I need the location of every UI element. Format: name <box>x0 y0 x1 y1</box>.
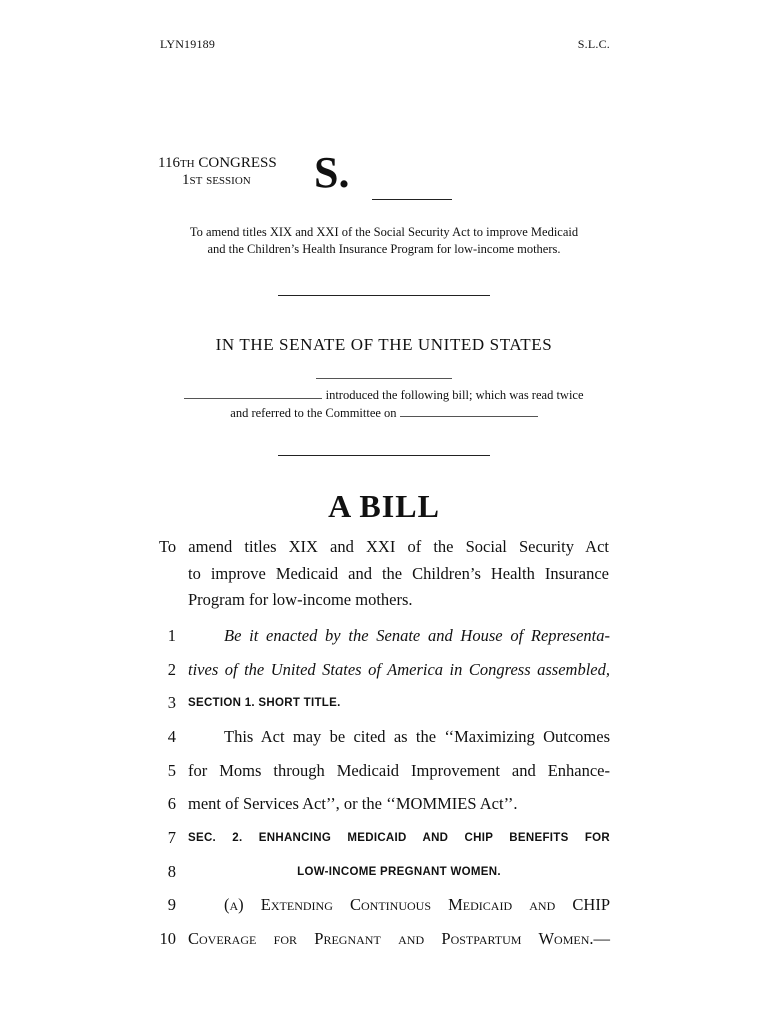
line-number: 1 <box>167 626 176 645</box>
session-line <box>158 172 277 189</box>
congress-session-block <box>158 155 277 189</box>
introduction-line-1 <box>160 386 608 404</box>
introduction-text <box>160 386 608 422</box>
chamber-heading: IN THE SENATE OF THE UNITED STATES <box>215 335 553 354</box>
body-line <box>150 690 610 716</box>
body-text: This Act may be cited as the ‘‘Maximizing Outcomes <box>224 727 610 746</box>
sponsor-blank <box>184 387 322 399</box>
body-line <box>150 859 610 885</box>
section-heading: SEC. 2. ENHANCING MEDICAID AND CHIP BENEFITS FOR <box>188 832 610 844</box>
bill-number: S. <box>314 148 350 197</box>
session-number: 1 <box>182 172 190 188</box>
long-purpose-line-3: Program for low-income mothers. <box>188 590 413 609</box>
enacting-clause: tives of the United States of America in Congress assembled, <box>188 660 610 679</box>
body-line <box>150 623 610 649</box>
session-number-suffix: ST <box>189 175 203 187</box>
bill-heading: A BILL <box>328 488 440 524</box>
congress-line <box>158 155 277 172</box>
enacting-clause: Be it enacted by the Senate and House of Representa- <box>224 626 610 645</box>
introduction-line-2 <box>160 404 608 422</box>
long-purpose-line-1: To amend titles XIX and XXI of the Social Security Act <box>159 537 609 556</box>
section-heading: SECTION 1. SHORT TITLE. <box>188 697 341 709</box>
short-purpose-line-1: To amend titles XIX and XXI of the Social Security Act to improve Medicaid <box>189 225 579 239</box>
session-word: SESSION <box>206 175 251 187</box>
line-number: 9 <box>167 895 176 914</box>
line-number: 10 <box>159 929 176 948</box>
body-text: ment of Services Act’’, or the ‘‘MOMMIES Act’’. <box>188 794 518 813</box>
divider-rule-bottom <box>278 455 490 456</box>
congress-number-suffix: TH <box>179 158 195 170</box>
body-line <box>150 926 610 952</box>
committee-blank <box>400 405 538 417</box>
section-heading: LOW-INCOME PREGNANT WOMEN. <box>297 866 501 878</box>
subsection-heading: Coverage for Pregnant and Postpartum Women.— <box>188 929 610 948</box>
document-id: LYN19189 <box>160 37 216 51</box>
slc-marker: S.L.C. <box>577 37 610 51</box>
line-number: 6 <box>167 794 176 813</box>
long-purpose-line-2: to improve Medicaid and the Children’s Health Insurance <box>188 563 609 583</box>
body-line <box>150 892 610 918</box>
line-number: 8 <box>167 862 176 881</box>
line-number: 7 <box>167 828 176 847</box>
body-line <box>150 791 610 817</box>
long-purpose <box>159 534 609 614</box>
short-purpose-line-2: and the Children’s Health Insurance Program for low-income mothers. <box>207 242 561 256</box>
line-number: 2 <box>167 660 176 679</box>
introduction-line-1-text: introduced the following bill; which was read twice <box>325 388 584 402</box>
body-line <box>150 724 610 750</box>
subsection-heading: (a) Extending Continuous Medicaid and CHIP <box>224 895 610 914</box>
short-purpose <box>150 224 618 258</box>
body-line <box>150 657 610 683</box>
congress-number: 116 <box>158 155 180 171</box>
line-number: 4 <box>167 727 176 746</box>
line-number: 5 <box>167 761 176 780</box>
body-text: for Moms through Medicaid Improvement and Enhance- <box>188 761 610 780</box>
line-number: 3 <box>167 693 176 712</box>
introduction-line-2-text: and referred to the Committee on <box>230 406 397 420</box>
body-line <box>150 758 610 784</box>
date-blank <box>316 378 452 379</box>
body-line <box>150 825 610 851</box>
bill-number-blank <box>372 199 452 200</box>
divider-rule-top <box>278 295 490 296</box>
congress-word: CONGRESS <box>198 155 277 171</box>
